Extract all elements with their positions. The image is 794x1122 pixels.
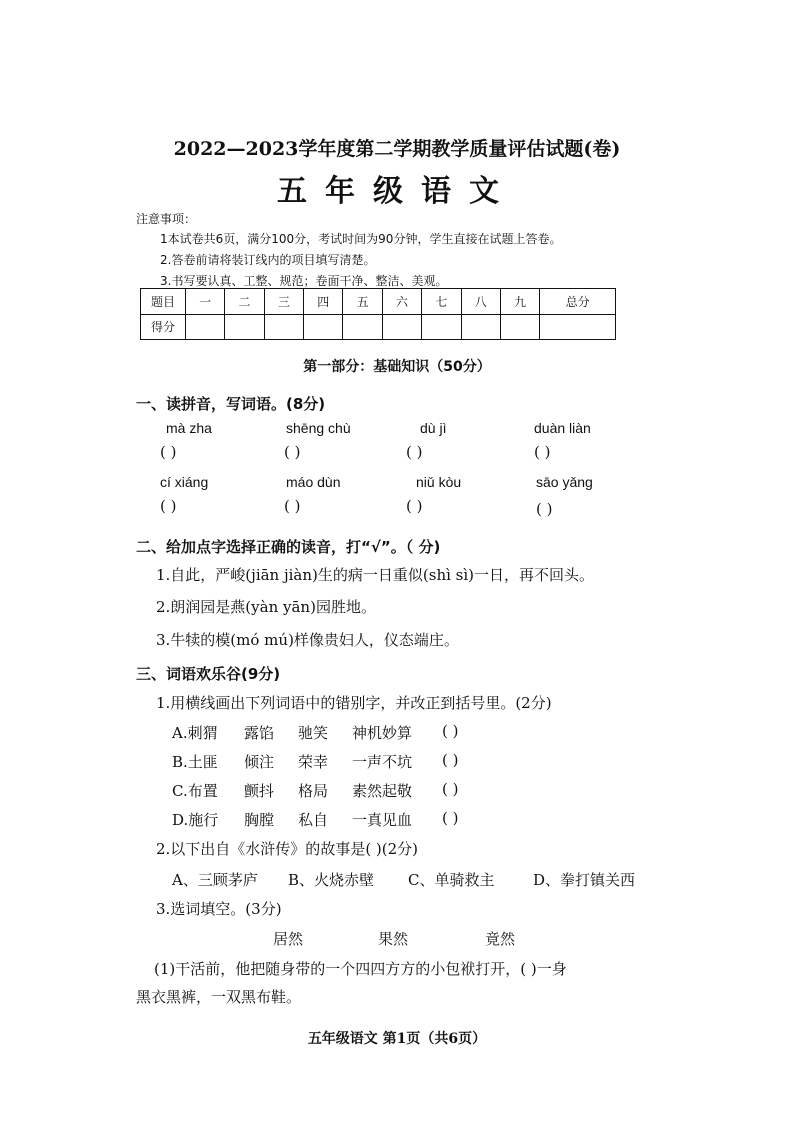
row-b-word2: 荣幸 <box>298 753 329 771</box>
word-option-1: 居然 <box>273 930 304 948</box>
choice-a[interactable]: A、三顾茅庐 <box>172 871 258 889</box>
notice-item-2: 2.答卷前请将装订线内的项目填写清楚。 <box>160 253 376 267</box>
score-cell[interactable] <box>540 314 616 340</box>
choice-b[interactable]: B、火烧赤壁 <box>288 871 375 889</box>
page-footer: 五年级语文 第1页（共6页） <box>307 1031 487 1047</box>
score-col-7: 七 <box>422 289 461 315</box>
word-option-2: 果然 <box>378 930 409 948</box>
answer-bracket[interactable]: ( ) <box>442 780 459 798</box>
answer-bracket[interactable]: ( ) <box>406 443 423 461</box>
row-a-label: A.刺猬 <box>172 724 218 742</box>
pinyin-6: máo dùn <box>286 474 341 490</box>
row-c-word1: 颤抖 <box>244 782 275 800</box>
score-col-8: 八 <box>461 289 500 315</box>
pinyin-3: dù jì <box>420 420 447 436</box>
notice-item-1: 1本试卷共6页，满分100分，考试时间为90分钟，学生直接在试题上答卷。 <box>160 232 562 246</box>
row-d-word3: 一真见血 <box>352 811 413 829</box>
score-cell[interactable] <box>500 314 539 340</box>
score-cell[interactable] <box>225 314 264 340</box>
score-col-4: 四 <box>304 289 343 315</box>
word-option-3: 竟然 <box>485 930 516 948</box>
score-cell[interactable] <box>382 314 421 340</box>
q2-item-3: 3.牛犊的模(mó mú)样像贵妇人，仪态端庄。 <box>156 631 459 649</box>
row-b-label: B.土匪 <box>172 753 218 771</box>
score-col-1: 一 <box>186 289 225 315</box>
pinyin-7: niǔ kòu <box>416 474 462 490</box>
score-cell[interactable] <box>186 314 225 340</box>
q3-sub2: 2.以下出自《水浒传》的故事是( )(2分) <box>156 840 419 858</box>
pinyin-5: cí xiáng <box>160 474 209 490</box>
row-b-word1: 倾注 <box>244 753 275 771</box>
score-cell[interactable] <box>343 314 382 340</box>
score-table-row-questions <box>141 289 616 315</box>
score-col-9: 九 <box>500 289 539 315</box>
score-col-6: 六 <box>382 289 421 315</box>
row-c-word2: 格局 <box>298 782 329 800</box>
exam-title: 2022—2023学年度第二学期教学质量评估试题(卷) <box>173 138 621 160</box>
score-cell[interactable] <box>461 314 500 340</box>
choice-c[interactable]: C、单骑救主 <box>408 871 495 889</box>
pinyin-4: duàn liàn <box>534 420 591 436</box>
q2-item-1: 1.自此，严峻(jiān jiàn)生的病一日重似(shì sì)一日，再不回头。 <box>156 566 595 584</box>
row-d-word2: 私自 <box>298 811 329 829</box>
score-col-3: 三 <box>264 289 303 315</box>
pinyin-8: sāo yǎng <box>536 474 593 490</box>
row-a-word3: 神机妙算 <box>352 724 413 742</box>
q3-sub3: 3.选词填空。(3分) <box>156 900 282 918</box>
row-a-word2: 驰笑 <box>298 724 329 742</box>
exam-subtitle: 五年级语文 <box>277 174 517 209</box>
score-table-label-questions: 题目 <box>141 289 186 315</box>
q2-item-2: 2.朗润园是燕(yàn yān)园胜地。 <box>156 598 376 616</box>
answer-bracket[interactable]: ( ) <box>406 497 423 515</box>
choice-d[interactable]: D、拳打镇关西 <box>533 871 636 889</box>
answer-bracket[interactable]: ( ) <box>534 443 551 461</box>
answer-bracket[interactable]: ( ) <box>160 443 177 461</box>
score-table-row-scores <box>141 314 616 340</box>
score-col-2: 二 <box>225 289 264 315</box>
row-d-word1: 胸膛 <box>244 811 275 829</box>
notice-heading: 注意事项： <box>136 212 197 226</box>
pinyin-1: mà zha <box>166 420 212 436</box>
pinyin-2: shēng chù <box>286 420 351 436</box>
row-a-word1: 露馅 <box>244 724 275 742</box>
row-c-label: C.布置 <box>172 782 218 800</box>
score-cell[interactable] <box>264 314 303 340</box>
score-col-total: 总分 <box>540 289 616 315</box>
answer-bracket[interactable]: ( ) <box>160 497 177 515</box>
answer-bracket[interactable]: ( ) <box>536 500 553 518</box>
answer-bracket[interactable]: ( ) <box>284 497 301 515</box>
fill-sentence-1: (1)干活前，他把随身带的一个四四方方的小包袱打开，( )一身 <box>154 960 567 978</box>
part-heading: 第一部分：基础知识（50分） <box>303 359 491 375</box>
answer-bracket[interactable]: ( ) <box>442 809 459 827</box>
notice-item-3: 3.书写要认真、工整、规范；卷面干净、整洁、美观。 <box>160 274 448 288</box>
answer-bracket[interactable]: ( ) <box>442 722 459 740</box>
answer-bracket[interactable]: ( ) <box>284 443 301 461</box>
answer-bracket[interactable]: ( ) <box>442 751 459 769</box>
row-b-word3: 一声不坑 <box>352 753 413 771</box>
score-table-label-scores: 得分 <box>141 314 186 340</box>
row-c-word3: 素然起敬 <box>352 782 413 800</box>
fill-sentence-1-cont: 黑衣黑裤，一双黑布鞋。 <box>136 988 302 1006</box>
q3-heading: 三、词语欢乐谷(9分) <box>136 665 281 683</box>
q1-heading: 一、读拼音，写词语。(8分) <box>136 395 326 413</box>
score-col-5: 五 <box>343 289 382 315</box>
q3-sub1: 1.用横线画出下列词语中的错别字，并改正到括号里。(2分) <box>156 694 552 712</box>
score-cell[interactable] <box>422 314 461 340</box>
q2-heading: 二、给加点字选择正确的读音，打“√”。（ 分) <box>136 538 441 556</box>
score-table <box>140 288 616 340</box>
row-d-label: D.施行 <box>172 811 219 829</box>
score-cell[interactable] <box>304 314 343 340</box>
